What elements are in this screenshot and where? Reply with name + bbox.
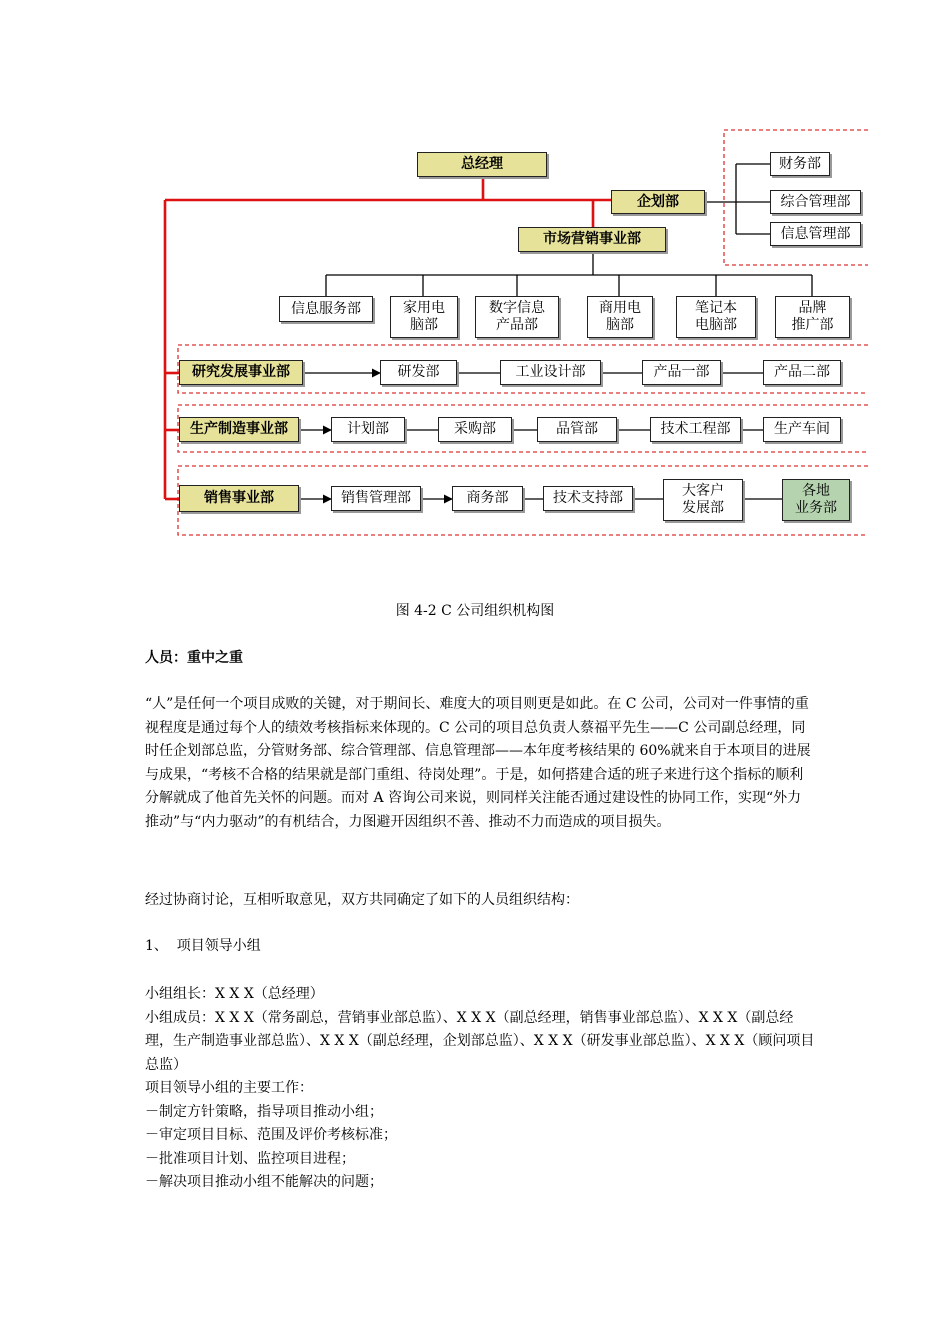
work-item: －制定方针策略，指导项目推动小组； <box>145 1103 383 1120</box>
paragraph-1: “人”是任何一个项目成败的关键，对于期间长、难度大的项目则更是如此。在 C 公司，公司对一件事情的重视程度是通过每个人的绩效考核指标来体现的。C 公司的项目总负责人蔡福平先生——C 公司副总经理，同时任企划部总监，分管财务部、综合管理部、信息管理部——本年度考核结果的 60%就来自于本项目的进展与成果，“考核不合格的结果就是部门重组、待岗处理”。于是，如何搭建合适的班子来进行这个指标的顺利分解就成了他首先关怀的问题。而对 A 咨询公司来说，则同样关注能否通过建设性的协同工作，实现“外力推动”与“内力驱动”的有机结合，力图避开因组织不善、推动不力而造成的项目损失。 <box>145 696 811 830</box>
marketing-dept-2: 家用电 脑部 <box>390 296 458 338</box>
sales-dept-2: 商务部 <box>452 486 523 511</box>
work-item: －批准项目计划、监控项目进程； <box>145 1150 355 1167</box>
planning-box: 企划部 <box>611 190 705 214</box>
sales-dept-1: 销售管理部 <box>331 486 421 511</box>
rd-dept-4: 产品二部 <box>763 360 841 385</box>
marketing-dept-5: 笔记本 电脑部 <box>676 296 756 338</box>
mfg-dept-2: 采购部 <box>438 417 512 442</box>
rd-dept-3: 产品一部 <box>642 360 721 385</box>
rd-division-box: 研究发展事业部 <box>179 360 303 385</box>
finance-box: 财务部 <box>770 152 830 176</box>
ceo-box: 总经理 <box>417 152 547 177</box>
list-heading: 1、 项目领导小组 <box>145 938 261 954</box>
leader-line: 小组组长：X X X（总经理） <box>145 986 324 1002</box>
marketing-dept-1: 信息服务部 <box>279 296 373 322</box>
mfg-dept-1: 计划部 <box>331 417 405 442</box>
members-line: 小组成员：X X X（常务副总，营销事业部总监）、X X X（副总经理，销售事业部总监）、X X X（副总经理，生产制造事业部总监）、X X X（副总经理，企划部总监）、X X X（研发事业部总监）、X X X（顾问项目总监） <box>145 1009 815 1073</box>
it-mgmt-box: 信息管理部 <box>770 222 861 246</box>
sales-dept-4: 大客户 发展部 <box>663 479 743 521</box>
marketing-dept-3: 数字信息 产品部 <box>475 296 559 338</box>
org-chart-lines <box>0 0 950 560</box>
figure-caption: 图 4-2 C 公司组织机构图 <box>395 603 555 619</box>
sales-dept-3: 技术支持部 <box>543 486 633 511</box>
admin-box: 综合管理部 <box>770 190 861 214</box>
rd-dept-1: 研发部 <box>380 360 457 385</box>
work-item: －审定项目目标、范围及评价考核标准； <box>145 1127 397 1143</box>
marketing-box: 市场营销事业部 <box>518 227 666 252</box>
mfg-dept-3: 品管部 <box>537 417 617 442</box>
work-heading: 项目领导小组的主要工作： <box>145 1080 313 1096</box>
rd-dept-2: 工业设计部 <box>500 360 601 385</box>
mfg-division-box: 生产制造事业部 <box>179 417 299 442</box>
leadership-details <box>145 983 815 1195</box>
paragraph-2: 经过协商讨论，互相听取意见，双方共同确定了如下的人员组织结构： <box>145 892 579 908</box>
mfg-dept-4: 技术工程部 <box>650 417 741 442</box>
marketing-dept-4: 商用电 脑部 <box>587 296 653 338</box>
work-item: －解决项目推动小组不能解决的问题； <box>145 1174 383 1190</box>
mfg-dept-5: 生产车间 <box>763 417 841 442</box>
marketing-dept-6: 品牌 推广部 <box>775 296 850 338</box>
section-title: 人员：重中之重 <box>145 650 243 666</box>
sales-division-box: 销售事业部 <box>179 485 299 512</box>
sales-dept-5: 各地 业务部 <box>782 479 850 521</box>
